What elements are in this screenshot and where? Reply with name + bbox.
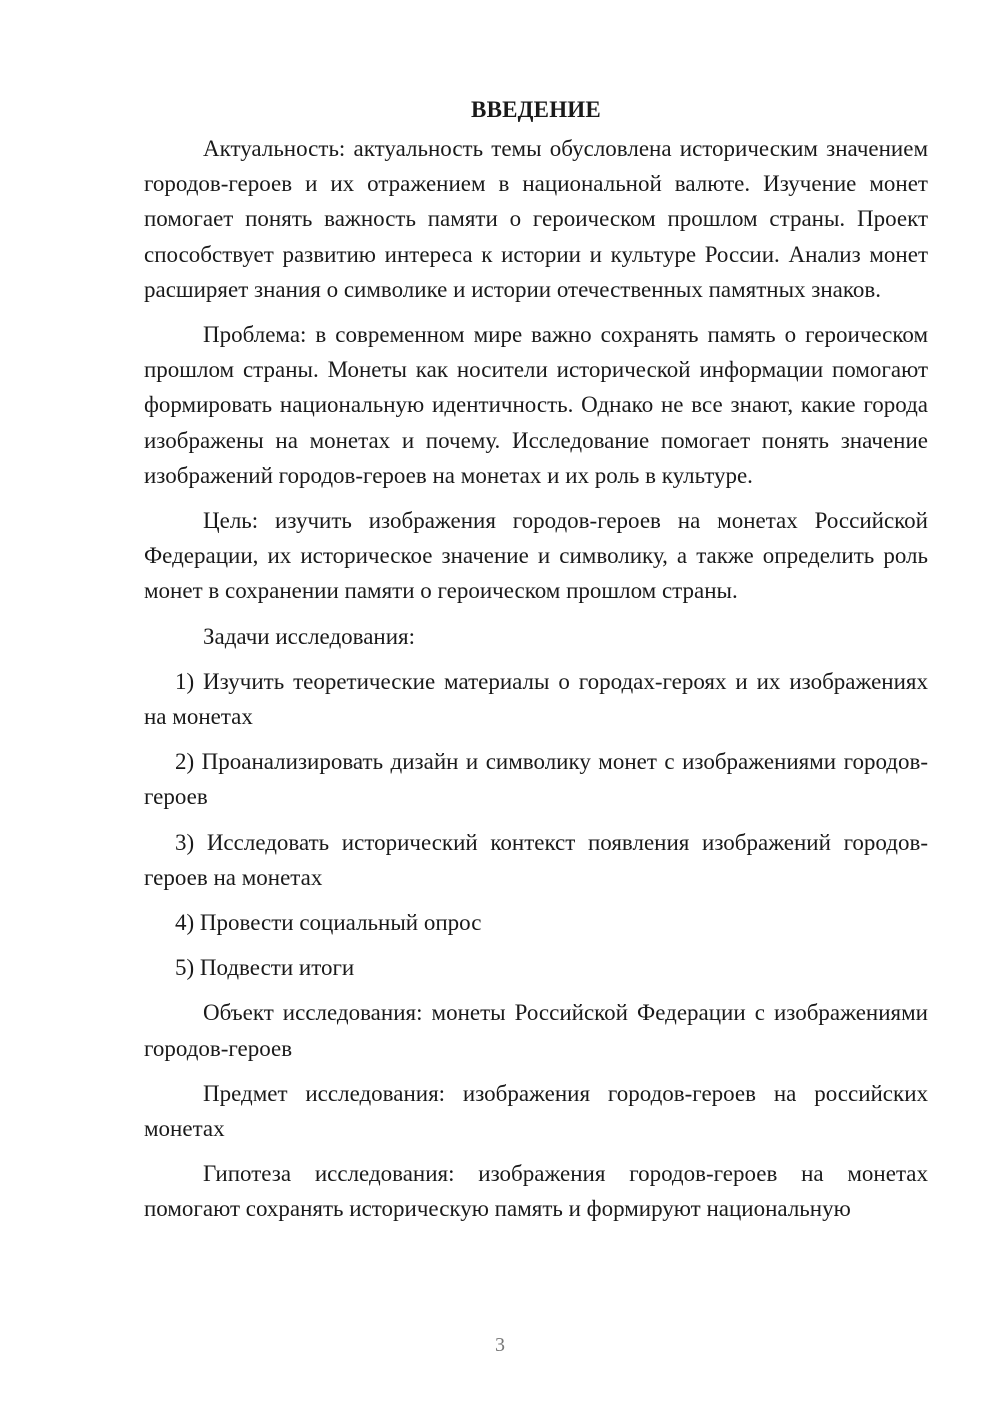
- page-number: 3: [495, 1334, 505, 1356]
- research-subject-paragraph: Предмет исследования: изображения городов-героев на российских монетах: [144, 1080, 928, 1142]
- hypothesis-paragraph: Гипотеза исследования: изображения городов-героев на монетах помогают сохранять историческую память и формируют национальную: [144, 1161, 928, 1222]
- task-item-5: 5) Подвести итоги: [175, 955, 355, 981]
- task-item-2: 2) Проанализировать дизайн и символику монет с изображениями городов-героев: [144, 749, 928, 810]
- research-object-paragraph: Объект исследования: монеты Российской Федерации с изображениями городов-героев: [144, 1000, 928, 1061]
- task-item-3: 3) Исследовать исторический контекст появления изображений городов-героев на монетах: [144, 829, 928, 890]
- task-item-1: 1) Изучить теоретические материалы о городах-героях и их изображениях на монетах: [144, 668, 928, 730]
- task-item-4: 4) Провести социальный опрос: [175, 910, 482, 936]
- document-page: [144, 92, 928, 1237]
- goal-paragraph: Цель: изучить изображения городов-героев на монетах Российской Федерации, их историческое значение и символику, а также определить роль монет в сохранении памяти о героическом прошлом страны.: [144, 508, 928, 604]
- section-title: ВВЕДЕНИЕ: [471, 97, 601, 122]
- relevance-paragraph: Актуальность: актуальность темы обусловлена историческим значением городов-героев и их отражением в национальной валюте. Изучение монет помогает понять важность памяти о героическом прошлом страны. Проект способствует развитию интереса к истории и культуре России. Анализ монет расширяет знания о символике и истории отечественных памятных знаков.: [144, 136, 928, 302]
- tasks-heading: Задачи исследования:: [203, 623, 416, 649]
- problem-paragraph: Проблема: в современном мире важно сохранять память о героическом прошлом страны. Монеты как носители исторической информации помогают формировать национальную идентичность. Однако не все знают, какие города изображены на монетах и почему. Исследование помогает понять значение изображений городов-героев на монетах и их роль в культуре.: [144, 322, 928, 488]
